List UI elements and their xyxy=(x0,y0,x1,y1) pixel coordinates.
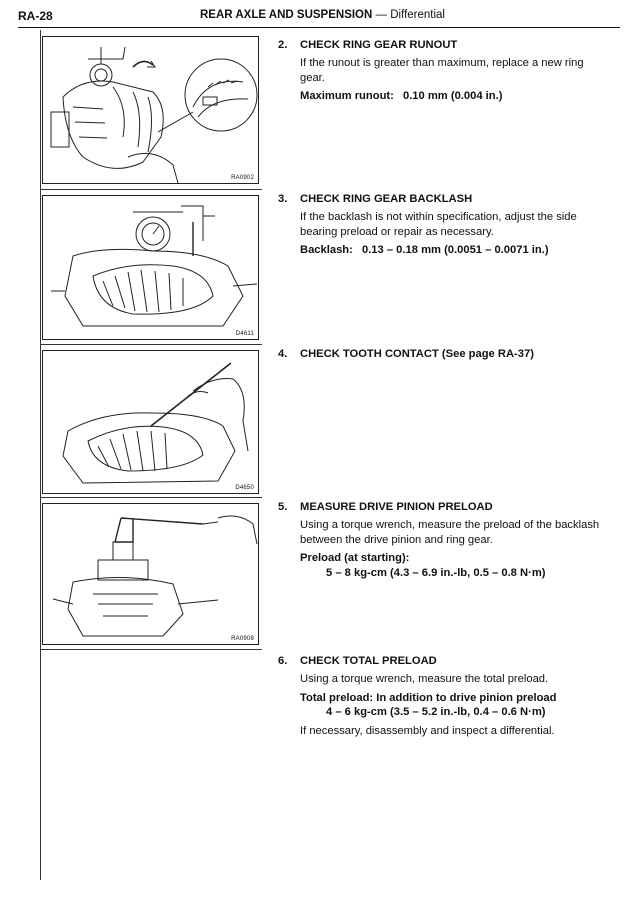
step-number: 4. xyxy=(278,348,288,360)
step-text: Using a torque wrench, measure the preload of the backlash between the drive pinion and ring gear. xyxy=(300,519,600,546)
figure-backlash xyxy=(42,195,259,340)
step-number: 6. xyxy=(278,655,288,667)
spec-value: 5 – 8 kg-cm (4.3 – 6.9 in.-lb, 0.5 – 0.8 N·m) xyxy=(326,566,546,579)
page-code: RA-28 xyxy=(18,9,53,23)
step-number: 5. xyxy=(278,501,288,513)
step-heading: CHECK RING GEAR BACKLASH xyxy=(300,193,473,205)
figure-ring-gear-runout xyxy=(42,36,259,184)
spec-label: Backlash: xyxy=(300,244,353,256)
margin-rule xyxy=(40,30,41,880)
figure-id: D4650 xyxy=(235,485,254,491)
pinion-preload-illustration xyxy=(43,504,258,644)
tooth-contact-illustration xyxy=(43,351,258,493)
section-divider xyxy=(40,344,262,345)
step-heading: MEASURE DRIVE PINION PRELOAD xyxy=(300,501,493,513)
spec-line xyxy=(300,89,605,104)
page-header xyxy=(18,9,620,27)
figure-id: RA0908 xyxy=(231,636,254,642)
runout-illustration xyxy=(43,37,258,183)
step-note: If necessary, disassembly and inspect a differential. xyxy=(300,724,555,737)
section-name: REAR AXLE AND SUSPENSION xyxy=(200,9,373,21)
spec-value: 0.10 mm (0.004 in.) xyxy=(402,90,503,102)
spec-label: Preload (at starting): xyxy=(300,552,410,564)
backlash-illustration xyxy=(43,196,258,339)
header-rule xyxy=(18,27,620,28)
spec-label: Maximum runout: xyxy=(300,90,394,102)
spec-label: Total preload: In addition to drive pinion preload xyxy=(300,691,557,704)
step-text: If the backlash is not within specification, adjust the side bearing preload or repair as necessary. xyxy=(300,211,577,238)
title-dash: — xyxy=(375,9,388,21)
figure-pinion-preload xyxy=(42,503,259,645)
step-number: 2. xyxy=(278,39,288,51)
spec-value: 0.13 – 0.18 mm (0.0051 – 0.0071 in.) xyxy=(361,244,549,256)
figure-tooth-contact xyxy=(42,350,259,494)
spec-value: 4 – 6 kg-cm (3.5 – 5.2 in.-lb, 0.4 – 0.6 N·m) xyxy=(326,706,546,718)
section-divider xyxy=(40,189,262,190)
section-title xyxy=(200,9,445,21)
step-text: Using a torque wrench, measure the total preload. xyxy=(300,673,549,685)
step-number: 3. xyxy=(278,193,288,205)
section-divider xyxy=(40,649,262,650)
step-heading: CHECK TOOTH CONTACT (See page RA-37) xyxy=(300,348,534,360)
figure-id: D4611 xyxy=(235,331,254,337)
step-text: If the runout is greater than maximum, replace a new ring gear. xyxy=(300,57,584,84)
subsection-name: Differential xyxy=(390,9,445,21)
figure-id: RA0902 xyxy=(231,175,254,181)
step-heading: CHECK RING GEAR RUNOUT xyxy=(300,39,458,51)
spec-line xyxy=(300,243,605,258)
step-heading: CHECK TOTAL PRELOAD xyxy=(300,655,437,667)
section-divider xyxy=(40,497,262,498)
